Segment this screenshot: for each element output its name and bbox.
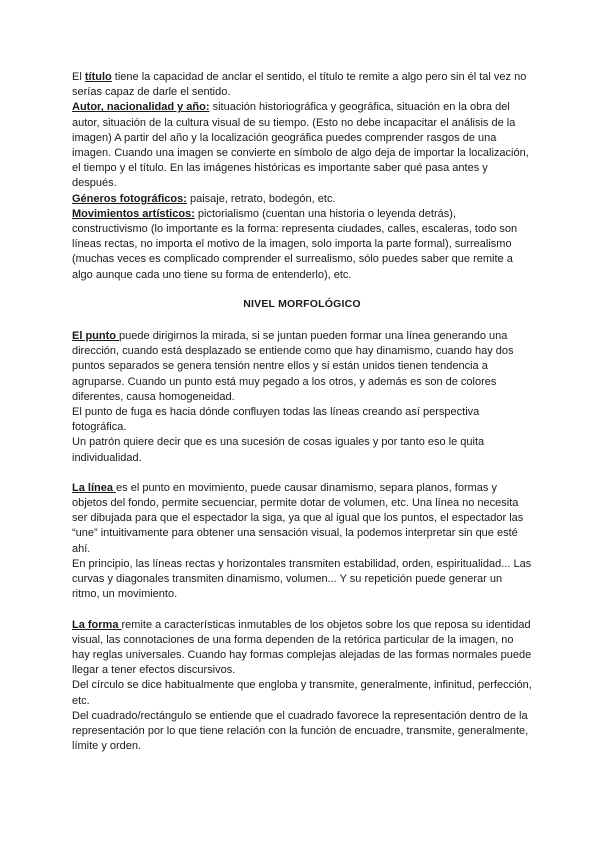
forma-term: La forma bbox=[72, 618, 122, 631]
movimientos-text: pictorialismo (cuentan una historia o leyenda detrás), constructivismo (lo importante es la forma: representa ciudades, calles, escaleras, todo son líneas rectas, no importa el motivo de la imagen, solo importa la parte formal), surrealismo (muchas veces es complicado comprender el surrealismo, sólo puedes saber que remite a algo aunque cada uno tiene su forma de entenderlo), etc. bbox=[72, 207, 518, 281]
paragraph-gap bbox=[72, 466, 532, 481]
generos-term: Géneros fotográficos: bbox=[72, 192, 187, 205]
punto-term: El punto bbox=[72, 330, 120, 343]
punto-fuga-paragraph: El punto de fuga es hacia dónde confluyen todas las líneas creando así perspectiva fotográfica. bbox=[72, 406, 480, 434]
generos-text: paisaje, retrato, bodegón, etc. bbox=[186, 192, 336, 205]
punto-text: puede dirigirnos la mirada, si se juntan pueden formar una línea generando una dirección, cuando está desplazado se entiende como que hay dinamismo, cuando hay dos puntos separados se genera tensión nentre ellos y si están unidos tienen tendencia a agruparse. Cuando un punto está muy pegado a los otros, y además es son de colores diferentes, causa homogeneidad. bbox=[72, 330, 514, 403]
forma-paragraph bbox=[72, 618, 532, 679]
paragraph-gap bbox=[72, 603, 532, 618]
forma-text: remite a características inmutables de los objetos sobre los que reposa su identidad visual, las connotaciones de una forma dependen de la retórica particular de la imagen, no hay reglas universales. Cuando hay formas complejas alejadas de las formas normales puede llegar a tener efectos discursivos. bbox=[72, 618, 532, 677]
linea-text: es el punto en movimiento, puede causar dinamismo, separa planos, formas y objetos del fondo, permite secuenciar, permite dotar de volumen, etc. Una línea no necesita ser dibujada para que el espectador la siga, ya que al igual que los puntos, el espectador las “une” intuitivamente para obtener una sensación visual, la podemos interpretar sin que esté ahí. bbox=[72, 481, 524, 555]
circulo-paragraph: Del círculo se dice habitualmente que engloba y transmite, generalmente, infinitud, perfección, etc. bbox=[72, 679, 532, 707]
movimientos-paragraph bbox=[72, 207, 532, 283]
titulo-term: título bbox=[84, 71, 112, 83]
titulo-paragraph bbox=[72, 70, 532, 100]
autor-text: situación historiográfica y geográfica, situación en la obra del autor, situación de la cultura visual de su tiempo. (Esto no debe incapacitar el análisis de la imagen) A partir del año y la localización geográfica puedes comprender rasgos de una imagen. Cuando una imagen se convierte en símbolo de algo deja de importar la localización, el tiempo y el título. En las imágenes históricas es importante saber qué pasa antes y después. bbox=[72, 101, 529, 190]
linea-paragraph bbox=[72, 481, 532, 557]
autor-paragraph bbox=[72, 100, 532, 191]
section-heading: NIVEL MORFOLÓGICO bbox=[243, 297, 361, 310]
autor-term: Autor, nacionalidad y año: bbox=[72, 101, 210, 114]
titulo-pre: El bbox=[72, 71, 85, 83]
patron-paragraph: Un patrón quiere decir que es una sucesión de cosas iguales y por tanto eso le quita individualidad. bbox=[72, 436, 485, 464]
generos-paragraph bbox=[72, 192, 532, 207]
titulo-text: tiene la capacidad de anclar el sentido, el título te remite a algo pero sin él tal vez no serías capaz de darle el sentido. bbox=[72, 71, 527, 99]
punto-paragraph bbox=[72, 329, 532, 405]
movimientos-term: Movimientos artísticos: bbox=[72, 207, 195, 220]
cuadrado-paragraph: Del cuadrado/rectángulo se entiende que el cuadrado favorece la representación dentro de la representación por lo que tiene relación con la función de encuadre, transmite, generalmente, límite y orden. bbox=[72, 709, 529, 753]
document-page bbox=[72, 70, 532, 754]
linea-term: La línea bbox=[72, 481, 117, 494]
linea-rectas-paragraph: En principio, las líneas rectas y horizontales transmiten estabilidad, orden, espiritualidad... Las curvas y diagonales transmiten dinamismo, volumen... Y su repetición puede generar un ritmo, un movimiento. bbox=[72, 557, 532, 601]
